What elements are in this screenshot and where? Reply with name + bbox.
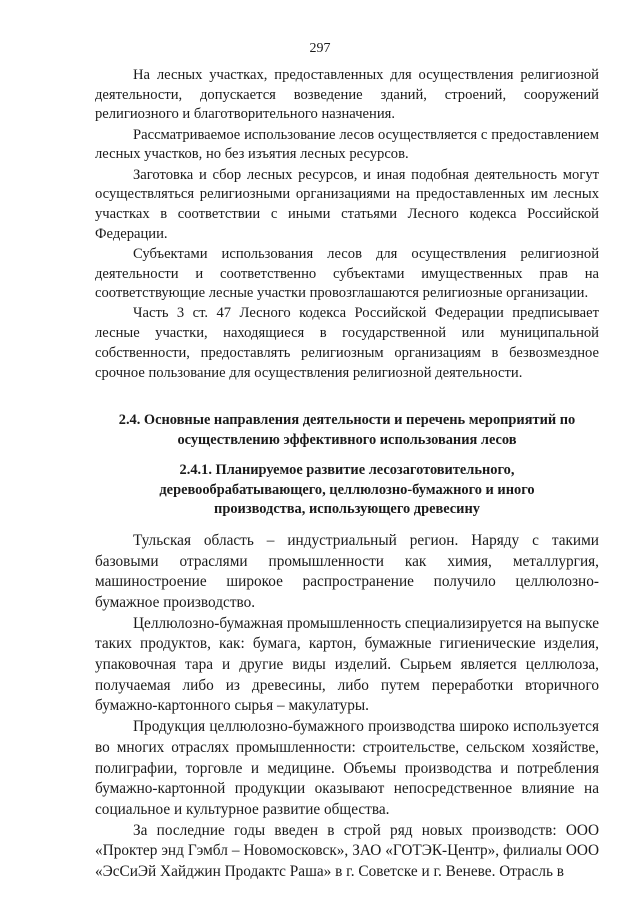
paragraph: Субъектами использования лесов для осуществления религиозной деятельности и соответственно субъектами имущественных прав на соответствующие лесные участки провозглашаются религиозные организации.	[95, 245, 599, 302]
paragraph: Тульская область – индустриальный регион. Наряду с такими базовыми отраслями промышленности как химия, металлургия, машиностроение широкое распространение получило целлюлозно-бумажное производство.	[95, 532, 599, 611]
paragraph: На лесных участках, предоставленных для осуществления религиозной деятельности, допускается возведение зданий, строений, сооружений религиозного и благотворительного назначения.	[95, 67, 599, 123]
section-heading: 2.4. Основные направления деятельности и перечень мероприятий по осуществлению эффективного использования лесов	[118, 412, 576, 448]
subsection-heading: 2.4.1. Планируемое развитие лесозаготовительного, деревообрабатывающего, целлюлозно-бумажного и иного производства, использующего древесину	[159, 462, 535, 517]
paragraph: Заготовка и сбор лесных ресурсов, и иная подобная деятельность могут осуществляться религиозными организациями на предоставленных им лесных участках в соответствии с иными статьями Лесного кодекса Российской Федерации.	[95, 166, 599, 242]
paragraph: За последние годы введен в строй ряд новых производств: ООО «Проктер энд Гэмбл – Новомосковск», ЗАО «ГОТЭК-Центр», филиалы ООО «ЭсСиЭй Хайджин Продактс Раша» в г. Советске и г. Веневе. Отрасль в	[95, 821, 599, 880]
body-text-bottom	[95, 531, 599, 883]
paragraph: Рассматриваемое использование лесов осуществляется с предоставлением лесных участков, но без изъятия лесных ресурсов.	[95, 126, 599, 163]
paragraph: Продукция целлюлозно-бумажного производства широко используется во многих отраслях промышленности: строительстве, сельском хозяйстве, полиграфии, торговле и медицине. Объемы производства и потребления бумажно-картонной продукции оказывают непосредственное влияние на социальное и культурное развитие общества.	[95, 718, 599, 818]
body-text-top	[95, 66, 599, 384]
paragraph: Часть 3 ст. 47 Лесного кодекса Российской Федерации предписывает лесные участки, находящиеся в государственной или муниципальной собственности, предоставлять религиозным организациям в безвозмездное срочное пользование для осуществления религиозной деятельности.	[95, 305, 599, 381]
paragraph: Целлюлозно-бумажная промышленность специализируется на выпуске таких продуктов, как: бумага, картон, бумажные гигиенические изделия, упаковочная тара и другие виды изделий. Сырьем является целлюлоза, получаемая либо из древесины, либо путем переработки вторичного бумажно-картонного сырья – макулатуры.	[95, 614, 599, 715]
page-number: 297	[309, 41, 331, 56]
